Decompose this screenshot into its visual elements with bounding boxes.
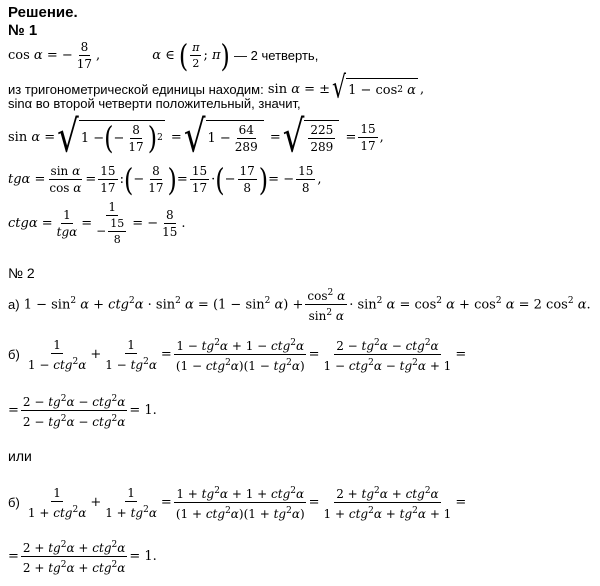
solution-heading: Решение. [8,4,78,21]
problem-1-number: № 1 [8,22,38,39]
problem-2-number: № 2 [8,265,35,281]
quarter-text: — 2 четверть, [234,48,319,63]
part-b-line-1: б) $\frac{1}{1 - ctg^2\alpha}$ + $\frac{1}{1 - tg^2\alpha}$ = $\frac{1 - tg^2\alpha + 1 - ctg^2\alpha}{(1 - ctg^2\alpha)(1 - tg^2\alpha)}$ = $\frac{2 - tg^2\alpha - ctg^2\alpha}{1 - ctg^2\alpha - tg^2\alpha + 1}$ = [8,337,467,373]
given-cos: cos α = − $\frac{8}{17}$ , α ∈ ( $\frac{\pi}{2}$ ; π ) — 2 четверть, [8,37,319,74]
sin-computation: sin α = √ 1 − ( − $\frac{8}{17}$ ) 2 = √ 1 − $\frac{64}{289}$ = √ $\frac{225}{289}$ = $\frac{15}{17}$ , [8,111,384,163]
part-b-line-2: = $\frac{2 - tg^2\alpha - ctg^2\alpha}{2 - tg^2\alpha - ctg^2\alpha}$ = 1. [8,394,157,429]
part-b-alt-line-2: = $\frac{2 + tg^2\alpha + ctg^2\alpha}{2 + tg^2\alpha + ctg^2\alpha}$ = 1. [8,540,157,575]
trig-unit-line: из тригонометрической единицы находим: sin α = ± √ 1 − cos 2 α , [8,70,425,106]
ctg-computation: ctgα = $\frac{1}{\text{tgα}}$ = 1 − $\frac{15}{8}$ = − $\frac{8}{15}$ . [8,200,186,246]
trig-unit-text: из тригонометрической единицы находим: [8,81,264,97]
part-b-alt-line-1: б) $\frac{1}{1 + ctg^2\alpha}$ + $\frac{1}{1 + tg^2\alpha}$ = $\frac{1 + tg^2\alpha + 1 + ctg^2\alpha}{(1 + ctg^2\alpha)(1 + tg^2\alpha)}$ = $\frac{2 + tg^2\alpha + ctg^2\alpha}{1 + ctg^2\alpha + tg^2\alpha + 1}$ = [8,485,467,521]
second-quarter-text: sinα во второй четверти положительный, значит, [8,96,301,111]
or-text: или [8,448,32,464]
part-a-identity: а) $1 - \sin^2 \alpha + ctg^2\alpha \cdot \sin^2 \alpha = (1 - \sin^2 \alpha)$ + $\frac{\cos^2 \alpha}{\sin^2 \alpha}$ · $\sin^2 \alpha = \cos^2 \alpha + \cos^2 \alpha = 2$ $\cos^2 \alpha$. [8,288,591,323]
tg-computation: tgα = $\frac{\text{sin α}}{\text{cos α}}$ = $\frac{15}{17}$ : ( − $\frac{8}{17}$ ) = $\frac{15}{17}$ · ( − $\frac{17}{8}$ ) = − $\frac{15}{8}$ , [8,161,322,198]
